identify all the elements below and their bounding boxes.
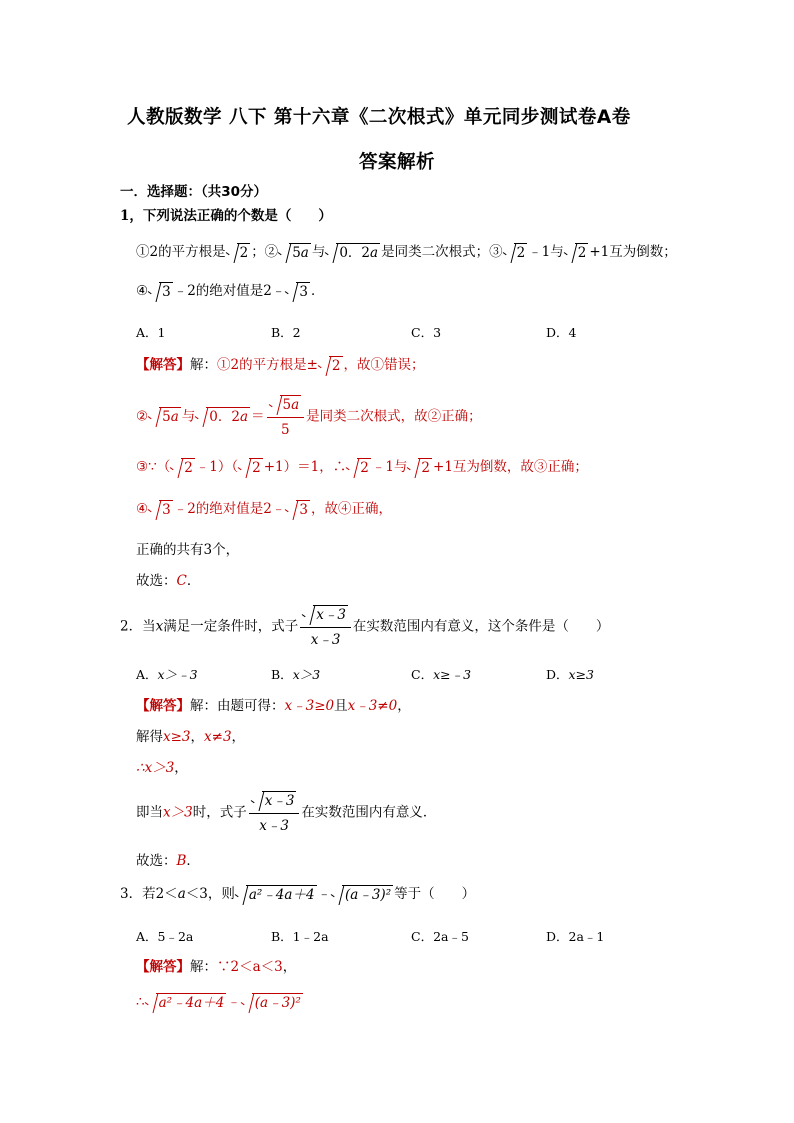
q2-option-c: C．x≥﹣3 bbox=[411, 667, 472, 682]
q1-answer-line-5: 正确的共有3个， bbox=[136, 542, 240, 558]
section-heading: 一．选择题：（共30分） bbox=[120, 184, 268, 200]
q1-stem: 1，下列说法正确的个数是（ ） bbox=[120, 208, 332, 224]
q1-statement-2: ④ 3 ﹣2的绝对值是2﹣ 3 ． bbox=[136, 283, 325, 300]
q2-option-d: D．x≥3 bbox=[546, 667, 595, 682]
q2-answer-line-1: 【解答】解：由题可得：x﹣3≥0且x﹣3≠0， bbox=[136, 698, 411, 714]
q3-option-a: A．5﹣2a bbox=[136, 929, 194, 944]
q2-answer-line-2: 解得x≥3，x≠3， bbox=[136, 729, 246, 745]
q1-answer-choice: 故选：C． bbox=[136, 573, 201, 589]
q3-answer-line-1: 【解答】解：∵2＜a＜3， bbox=[136, 959, 297, 975]
q3-stem: 3．若2＜a＜3，则 a²﹣4a＋4 ﹣ (a﹣3)² 等于（ ） bbox=[120, 886, 476, 903]
q3-answer-line-2: ∴ a²﹣4a＋4 ﹣ (a﹣3)² bbox=[136, 992, 304, 1013]
q1-option-d: D．4 bbox=[546, 325, 577, 340]
q1-statement-1: ①2的平方根是 2 ；② 5a 与 0．2a 是同类二次根式；③ 2 ﹣1与 2 +1互为倒数； bbox=[136, 244, 677, 261]
q3-option-d: D．2a﹣1 bbox=[546, 929, 605, 944]
q2-stem: 2．当x满足一定条件时，式子 $\frac{x﹣3}{x﹣3}$ 在实数范围内有意义，这个条件是（ ） bbox=[120, 604, 609, 650]
q2-option-b: B．x＞3 bbox=[271, 667, 321, 682]
q3-option-c: C．2a﹣5 bbox=[411, 929, 469, 944]
q1-answer-line-2: ② 5a 与 0．2a ＝ $\frac{5a}{5}$ 是同类二次根式，故②正确； bbox=[136, 394, 482, 440]
q2-answer-line-3: ∴x＞3， bbox=[136, 760, 188, 776]
q3-option-b: B．1﹣2a bbox=[271, 929, 329, 944]
q1-option-c: C．3 bbox=[411, 325, 442, 340]
page-title: 人教版数学 八下 第十六章《二次根式》单元同步测试卷A卷 bbox=[127, 107, 631, 128]
q2-answer-line-4: 即当x＞3时，式子 $\frac{x﹣3}{x﹣3}$ 在实数范围内有意义． bbox=[136, 790, 436, 836]
q1-option-a: A．1 bbox=[136, 325, 166, 340]
q2-answer-choice: 故选：B． bbox=[136, 853, 200, 869]
q1-answer-line-3: ③∵（ 2 ﹣1）（ 2 +1）＝1，∴ 2 ﹣1与 2 +1互为倒数，故③正确； bbox=[136, 459, 588, 476]
page-subtitle: 答案解析 bbox=[359, 152, 436, 173]
q2-option-a: A．x＞﹣3 bbox=[136, 667, 198, 682]
q1-answer-line-4: ④ 3 ﹣2的绝对值是2﹣ 3 ，故④正确， bbox=[136, 501, 392, 518]
q1-option-b: B．2 bbox=[271, 325, 301, 340]
q1-answer-line-1: 【解答】解：①2的平方根是± 2 ，故①错误； bbox=[136, 357, 425, 374]
